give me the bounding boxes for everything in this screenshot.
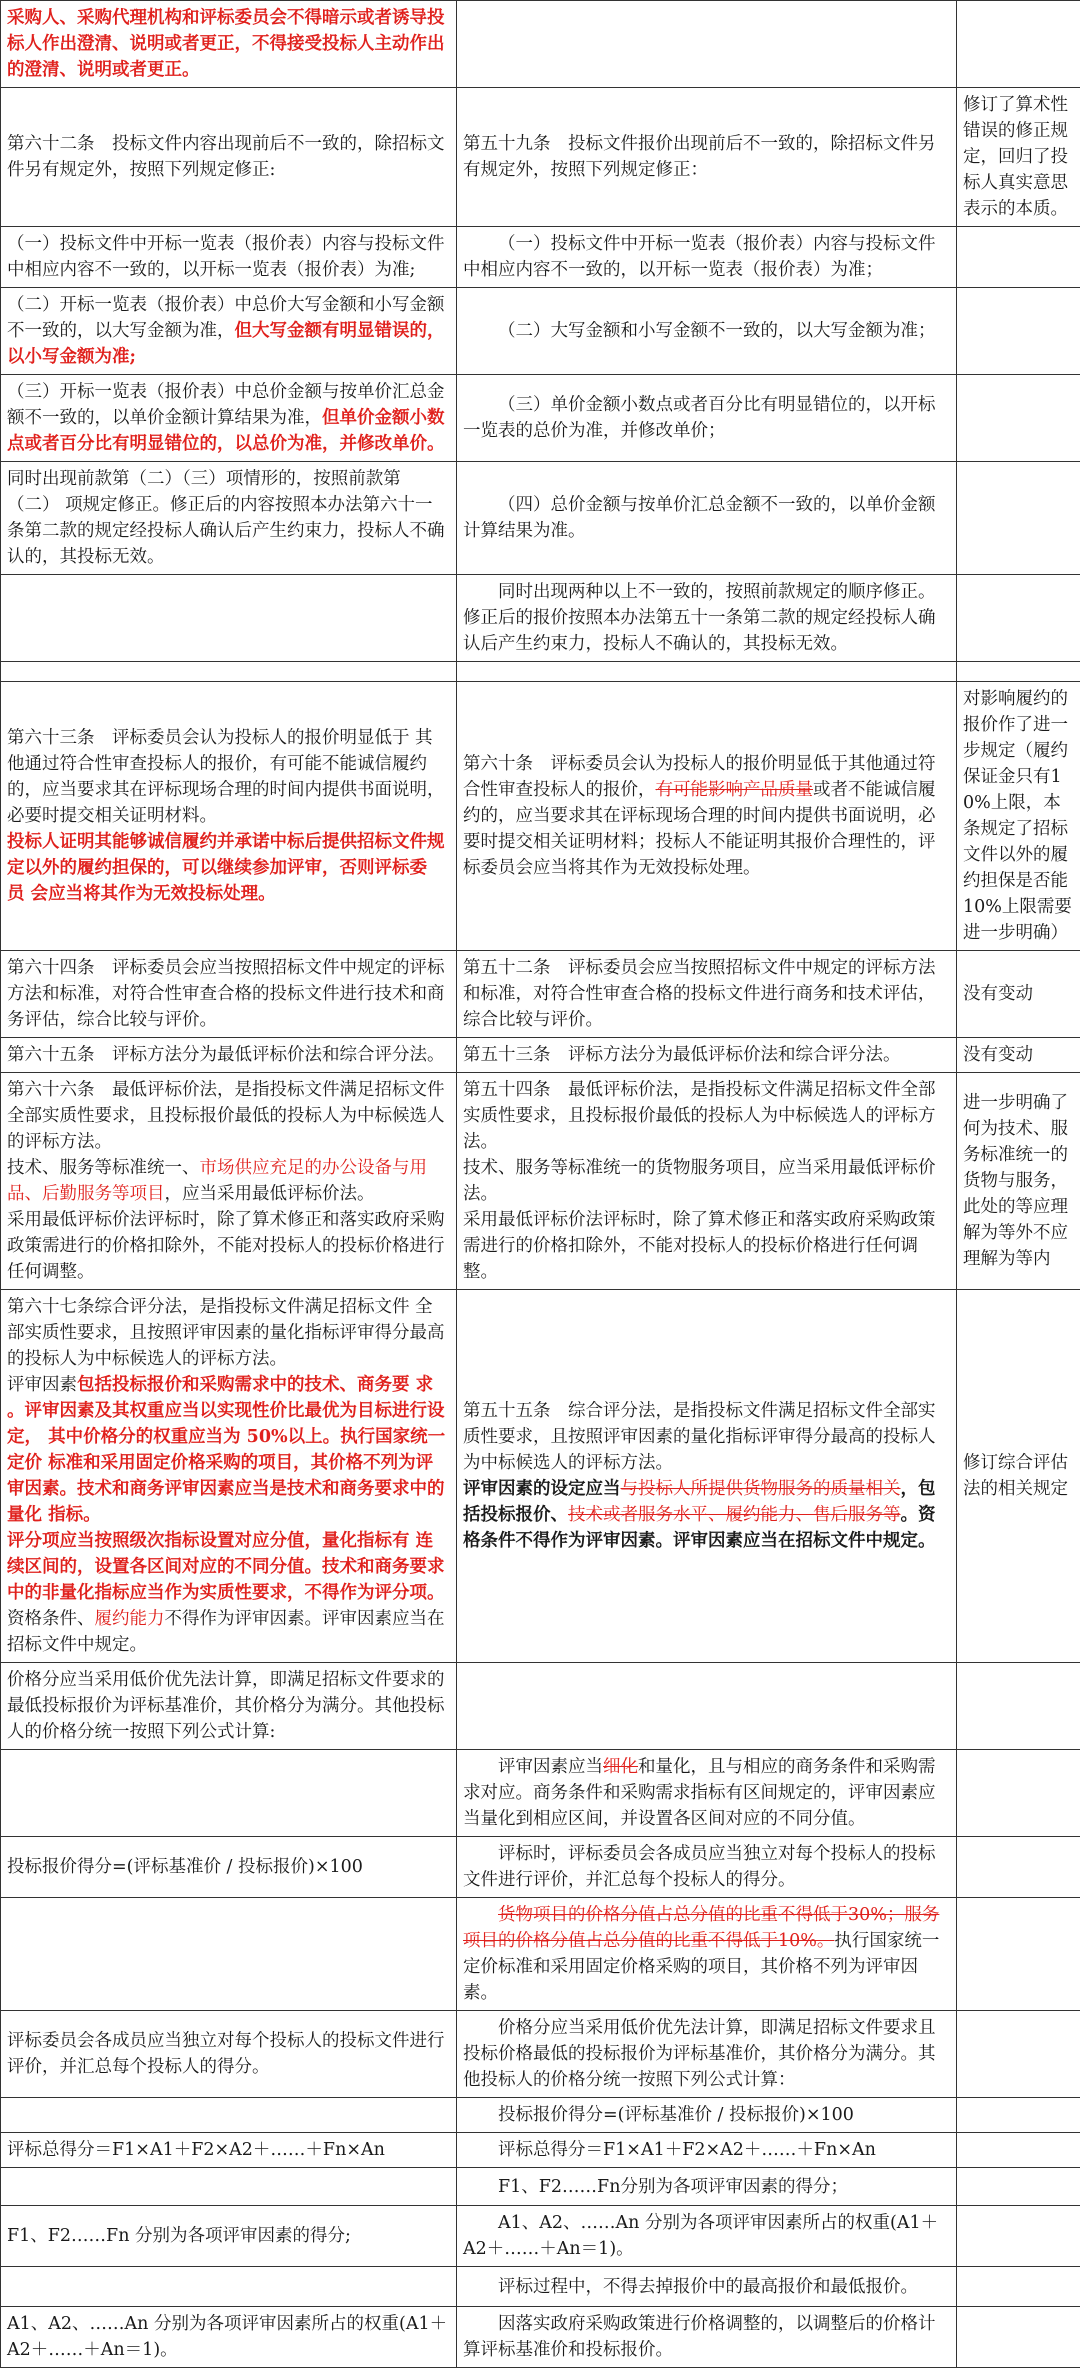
old-text-cell bbox=[1, 2011, 457, 2098]
new-text-cell bbox=[457, 88, 957, 227]
table-row bbox=[1, 1898, 1080, 2011]
cell-text: 与投标人所提供货物服务的质量相关 bbox=[621, 1479, 901, 1499]
old-text-cell bbox=[1, 662, 457, 682]
cell-text: （三）单价金额小数点或者百分比有明显错位的，以开标一览表的总价为准，并修改单价； bbox=[463, 395, 936, 441]
old-text-cell bbox=[1, 2206, 457, 2267]
old-text-cell bbox=[1, 2133, 457, 2168]
new-text-cell bbox=[457, 1290, 957, 1663]
new-text-cell bbox=[457, 462, 957, 575]
cell-text: F1、F2……Fn分别为各项评审因素的得分； bbox=[498, 2177, 848, 2197]
cell-text: 技术或者服务水平、履约能力、售后服务等 bbox=[568, 1505, 901, 1525]
table-row bbox=[1, 1837, 1080, 1898]
cell-text: 进一步明确了何为技术、服务标准统一的货物与服务，此处的等应理解为等外不应理解为等内 bbox=[963, 1093, 1068, 1269]
cell-text: 第五十三条 评标方法分为最低评标价法和综合评分法。 bbox=[463, 1045, 901, 1065]
table-row bbox=[1, 2307, 1080, 2368]
table-row bbox=[1, 1290, 1080, 1663]
new-text-cell bbox=[457, 375, 957, 462]
old-text-cell bbox=[1, 1663, 457, 1750]
table-row bbox=[1, 1750, 1080, 1837]
new-text-cell bbox=[457, 951, 957, 1038]
new-text-cell bbox=[457, 2267, 957, 2307]
old-text-cell bbox=[1, 2267, 457, 2307]
cell-text: 和量化，且与相应的商务条件和采购需求对应。商务条件和采购需求指标有区间规定的，评审因素应当量化到相应区间，并设置各区间对应的不同分值。 bbox=[463, 1757, 936, 1829]
table-row bbox=[1, 2267, 1080, 2307]
cell-text: 第六十四条 评标委员会应当按照招标文件中规定的评标方法和标准，对符合性审查合格的投标文件进行技术和商务评估，综合比较与评价。 bbox=[7, 958, 445, 1030]
table-row bbox=[1, 951, 1080, 1038]
cell-text: （二）开标一览表（报价表）中总价大写金额和小写金额不一致的，以大写金额为准， bbox=[7, 295, 445, 341]
cell-text: 同时出现前款第（二）（三）项情形的，按照前款第（二） 项规定修正。修正后的内容按照本办法第六十一条第二款的规定经投标人确认后产生约束力，投标人不确认的，其投标无效。 bbox=[7, 469, 445, 567]
note-cell bbox=[957, 2267, 1080, 2307]
table-row bbox=[1, 462, 1080, 575]
cell-text: 履约能力 bbox=[95, 1609, 165, 1629]
new-text-cell bbox=[457, 2011, 957, 2098]
cell-text: 修订了算术性错误的修正规定，回归了投标人真实意思表示的本质。 bbox=[963, 95, 1068, 219]
old-text-cell bbox=[1, 227, 457, 288]
cell-text: 资格条件、 bbox=[7, 1609, 95, 1629]
new-text-cell bbox=[457, 227, 957, 288]
note-cell bbox=[957, 1038, 1080, 1073]
note-cell bbox=[957, 1750, 1080, 1837]
table-row bbox=[1, 2098, 1080, 2133]
old-text-cell bbox=[1, 1073, 457, 1290]
note-cell bbox=[957, 2206, 1080, 2267]
cell-text: （三）开标一览表（报价表）中总价金额与按单价汇总金额不一致的，以单价金额计算结果为准， bbox=[7, 382, 445, 428]
cell-text: 评审因素的设定应当 bbox=[463, 1479, 621, 1499]
old-text-cell bbox=[1, 1, 457, 88]
table-row bbox=[1, 2133, 1080, 2168]
cell-text: ，应当采用最低评标价法。 bbox=[165, 1184, 375, 1204]
table-row bbox=[1, 375, 1080, 462]
new-text-cell bbox=[457, 662, 957, 682]
cell-text: 第五十九条 投标文件报价出现前后不一致的，除招标文件另有规定外，按照下列规定修正： bbox=[463, 134, 936, 180]
note-cell bbox=[957, 682, 1080, 951]
cell-text: 执行国家统一定价标准和采用固定价格采购的项目，其价格不列为评审因素。 bbox=[463, 1931, 939, 2003]
cell-text: 评审因素应当 bbox=[498, 1757, 603, 1777]
cell-text: 评审因素 bbox=[7, 1375, 77, 1395]
cell-text: 不得作为评审因素。评审因素应当在招标文件中规定。 bbox=[7, 1609, 445, 1655]
cell-text: 细化 bbox=[603, 1757, 638, 1777]
new-text-cell bbox=[457, 2133, 957, 2168]
table-row bbox=[1, 1073, 1080, 1290]
cell-text: F1、F2……Fn 分别为各项评审因素的得分; bbox=[7, 2226, 351, 2246]
new-text-cell bbox=[457, 1663, 957, 1750]
cell-text: 第六十二条 投标文件内容出现前后不一致的，除招标文件另有规定外，按照下列规定修正: bbox=[7, 134, 445, 180]
old-text-cell bbox=[1, 1038, 457, 1073]
cell-text: 评标过程中，不得去掉报价中的最高报价和最低报价。 bbox=[498, 2277, 918, 2297]
old-text-cell bbox=[1, 1898, 457, 2011]
note-cell bbox=[957, 951, 1080, 1038]
cell-text: 评标时，评标委员会各成员应当独立对每个投标人的投标文件进行评价，并汇总每个投标人的得分。 bbox=[463, 1844, 936, 1890]
cell-text: 但大写金额有明显错误的， 以小写金额为准; bbox=[7, 321, 445, 367]
cell-text: 采用最低评标价法评标时，除了算术修正和落实政府采购政策需进行的价格扣除外，不能对投标人的投标价格进行任何调整。 bbox=[463, 1210, 936, 1282]
cell-text: ，包括投标报价、 bbox=[463, 1479, 936, 1525]
note-cell bbox=[957, 662, 1080, 682]
old-text-cell bbox=[1, 682, 457, 951]
new-text-cell bbox=[457, 1, 957, 88]
cell-text: 货物项目的价格分值占总分值的比重不得低于30%；服务项目的价格分值占总分值的比重不得低于10%。 bbox=[463, 1905, 939, 1951]
table-row bbox=[1, 227, 1080, 288]
note-cell bbox=[957, 1837, 1080, 1898]
cell-text: 采购人、采购代理机构和评标委员会不得暗示或者诱导投标人作出澄清、说明或者更正，不得接受投标人主动作出 的澄清、说明或者更正。 bbox=[7, 8, 445, 80]
cell-text: 因落实政府采购政策进行价格调整的，以调整后的价格计算评标基准价和投标报价。 bbox=[463, 2314, 936, 2360]
cell-text: 没有变动 bbox=[963, 984, 1033, 1004]
cell-text: 评标总得分＝F1×A1＋F2×A2＋……＋Fn×An bbox=[498, 2140, 876, 2160]
cell-text: 第五十四条 最低评标价法，是指投标文件满足招标文件全部实质性要求，且投标报价最低的投标人为中标候选人的评标方法。 bbox=[463, 1080, 936, 1152]
cell-text: 包括投标报价和采购需求中的技术、商务要 求 。评审因素及其权重应当以实现性价比最优为目标进行设 定， 其中价格分的权重应当为 50%以上。执行国家统一定价 标准和采用固定价格采购的项目，其价格不列为评审因素。技术和商务评审因素应当是技术和商务要求中的量化 指标。 bbox=[7, 1375, 445, 1525]
table-row bbox=[1, 2011, 1080, 2098]
new-text-cell bbox=[457, 682, 957, 951]
cell-text: A1、A2、……An 分别为各项评审因素所占的权重(A1＋A2＋……＋An＝1)。 bbox=[463, 2213, 938, 2259]
cell-text: 第六十六条 最低评标价法，是指投标文件满足招标文件全部实质性要求，且投标报价最低的投标人为中标候选人 的评标方法。 bbox=[7, 1080, 445, 1152]
note-cell bbox=[957, 1073, 1080, 1290]
cell-text: （一）投标文件中开标一览表（报价表）内容与投标文件中相应内容不一致的，以开标一览表（报价表）为准； bbox=[463, 234, 936, 280]
cell-text: （二）大写金额和小写金额不一致的，以大写金额为准； bbox=[498, 321, 936, 341]
note-cell bbox=[957, 2168, 1080, 2206]
note-cell bbox=[957, 227, 1080, 288]
note-cell bbox=[957, 2133, 1080, 2168]
note-cell bbox=[957, 1663, 1080, 1750]
cell-text: 技术、服务等标准统一的货物服务项目，应当采用最低评标价法。 bbox=[463, 1158, 936, 1204]
old-text-cell bbox=[1, 288, 457, 375]
note-cell bbox=[957, 462, 1080, 575]
cell-text: 第五十五条 综合评分法，是指投标文件满足招标文件全部实质性要求，且按照评审因素的量化指标评审得分最高的投标人为中标候选人的评标方法。 bbox=[463, 1401, 936, 1473]
old-text-cell bbox=[1, 2307, 457, 2368]
cell-text: 第六十条 评标委员会认为投标人的报价明显低于其他通过符合性审查投标人的报价， bbox=[463, 754, 936, 800]
note-cell bbox=[957, 2011, 1080, 2098]
cell-text: 评分项应当按照级次指标设置对应分值，量化指标有 连续区间的，设置各区间对应的不同分值。技术和商务要求中的非量化指标应当作为实质性要求，不得作为评分项。 bbox=[7, 1531, 445, 1603]
old-text-cell bbox=[1, 1750, 457, 1837]
cell-text: 价格分应当采用低价优先法计算，即满足招标文件要求且投标价格最低的投标报价为评标基准价，其价格分为满分。其他投标人的价格分统一按照下列公式计算： bbox=[463, 2018, 936, 2090]
table-row bbox=[1, 2168, 1080, 2206]
note-cell bbox=[957, 1, 1080, 88]
table-row bbox=[1, 88, 1080, 227]
cell-text: 但单价金额小数点或者百分比有明显错位的，以总价为准，并修改单价。 bbox=[7, 408, 445, 454]
table-row bbox=[1, 288, 1080, 375]
new-text-cell bbox=[457, 575, 957, 662]
cell-text: 或者不能诚信履约的，应当要求其在评标现场合理的时间内提供书面说明，必要时提交相关证明材料；投标人不能证明其报价合理性的，评标委员会应当将其作为无效投标处理。 bbox=[463, 780, 936, 878]
cell-text: 投标报价得分=(评标基准价 / 投标报价)×100 bbox=[7, 1857, 363, 1877]
old-text-cell bbox=[1, 1290, 457, 1663]
old-text-cell bbox=[1, 375, 457, 462]
old-text-cell bbox=[1, 1837, 457, 1898]
cell-text: 没有变动 bbox=[963, 1045, 1033, 1065]
new-text-cell bbox=[457, 2206, 957, 2267]
old-text-cell bbox=[1, 2098, 457, 2133]
new-text-cell bbox=[457, 2307, 957, 2368]
note-cell bbox=[957, 1290, 1080, 1663]
cell-text: 有可能影响产品质量 bbox=[656, 780, 814, 800]
table-row bbox=[1, 682, 1080, 951]
cell-text: （四）总价金额与按单价汇总金额不一致的，以单价金额计算结果为准。 bbox=[463, 495, 936, 541]
new-text-cell bbox=[457, 2168, 957, 2206]
cell-text: 第六十七条综合评分法，是指投标文件满足招标文件 全部实质性要求，且按照评审因素的量化指标评审得分最高 的投标人为中标候选人的评标方法。 bbox=[7, 1297, 445, 1369]
note-cell bbox=[957, 1898, 1080, 2011]
cell-text: 技术、服务等标准统一、 bbox=[7, 1158, 200, 1178]
new-text-cell bbox=[457, 288, 957, 375]
table-row bbox=[1, 575, 1080, 662]
table-row bbox=[1, 2206, 1080, 2267]
note-cell bbox=[957, 88, 1080, 227]
table-row bbox=[1, 1038, 1080, 1073]
note-cell bbox=[957, 288, 1080, 375]
new-text-cell bbox=[457, 1837, 957, 1898]
new-text-cell bbox=[457, 2098, 957, 2133]
cell-text: 第六十三条 评标委员会认为投标人的报价明显低于 其他通过符合性审查投标人的报价，有可能不能诚信履约的，应当要求其在评标现场合理的时间内提供书面说明，必要时提交相关证明材料。 bbox=[7, 728, 445, 826]
old-text-cell bbox=[1, 88, 457, 227]
cell-text: 评标委员会各成员应当独立对每个投标人的投标文件进行评价，并汇总每个投标人的得分。 bbox=[7, 2031, 445, 2077]
cell-text: 采用最低评标价法评标时，除了算术修正和落实政府采购政策需进行的价格扣除外，不能对投标人的投标价格进行任何调整。 bbox=[7, 1210, 445, 1282]
cell-text: 对影响履约的报价作了进一步规定（履约保证金只有10%上限，本条规定了招标文件以外的履约担保是否能10%上限需要进一步明确） bbox=[963, 689, 1072, 943]
old-text-cell bbox=[1, 462, 457, 575]
cell-text: 市场供应充足的办公设备与用品、后勤服务等项目 bbox=[7, 1158, 427, 1204]
cell-text: 投标人证明其能够诚信履约并承诺中标后提供招标文件规定以外的履约担保的，可以继续参加评审，否则评标委 员 会应当将其作为无效投标处理。 bbox=[7, 832, 445, 904]
new-text-cell bbox=[457, 1073, 957, 1290]
old-text-cell bbox=[1, 575, 457, 662]
old-text-cell bbox=[1, 951, 457, 1038]
new-text-cell bbox=[457, 1898, 957, 2011]
new-text-cell bbox=[457, 1750, 957, 1837]
cell-text: 第五十二条 评标委员会应当按照招标文件中规定的评标方法和标准，对符合性审查合格的投标文件进行商务和技术评估，综合比较与评价。 bbox=[463, 958, 936, 1030]
cell-text: 修订综合评估法的相关规定 bbox=[963, 1453, 1068, 1499]
table-row bbox=[1, 1, 1080, 88]
cell-text: 投标报价得分=(评标基准价 / 投标报价)×100 bbox=[498, 2105, 854, 2125]
new-text-cell bbox=[457, 1038, 957, 1073]
cell-text: 第六十五条 评标方法分为最低评标价法和综合评分法。 bbox=[7, 1045, 445, 1065]
note-cell bbox=[957, 375, 1080, 462]
cell-text: 同时出现两种以上不一致的，按照前款规定的顺序修正。修正后的报价按照本办法第五十一条第二款的规定经投标人确认后产生约束力，投标人不确认的，其投标无效。 bbox=[463, 582, 936, 654]
note-cell bbox=[957, 2098, 1080, 2133]
cell-text: 。资格条件不得作为评审因素。评审因素应当在招标文件中规定。 bbox=[463, 1505, 936, 1551]
comparison-table-body bbox=[1, 1, 1080, 2368]
cell-text: （一）投标文件中开标一览表（报价表）内容与投标文件中相应内容不一致的，以开标一览表（报价表）为准; bbox=[7, 234, 445, 280]
cell-text: 评标总得分＝F1×A1＋F2×A2＋……＋Fn×An bbox=[7, 2140, 385, 2160]
table-row bbox=[1, 662, 1080, 682]
table-row bbox=[1, 1663, 1080, 1750]
cell-text: A1、A2、……An 分别为各项评审因素所占的权重(A1＋A2＋……＋An＝1)。 bbox=[7, 2314, 447, 2360]
old-text-cell bbox=[1, 2168, 457, 2206]
note-cell bbox=[957, 575, 1080, 662]
cell-text: 价格分应当采用低价优先法计算，即满足招标文件要求的最低投标报价为评标基准价，其价格分为满分。其他投标 人的价格分统一按照下列公式计算: bbox=[7, 1670, 445, 1742]
note-cell bbox=[957, 2307, 1080, 2368]
